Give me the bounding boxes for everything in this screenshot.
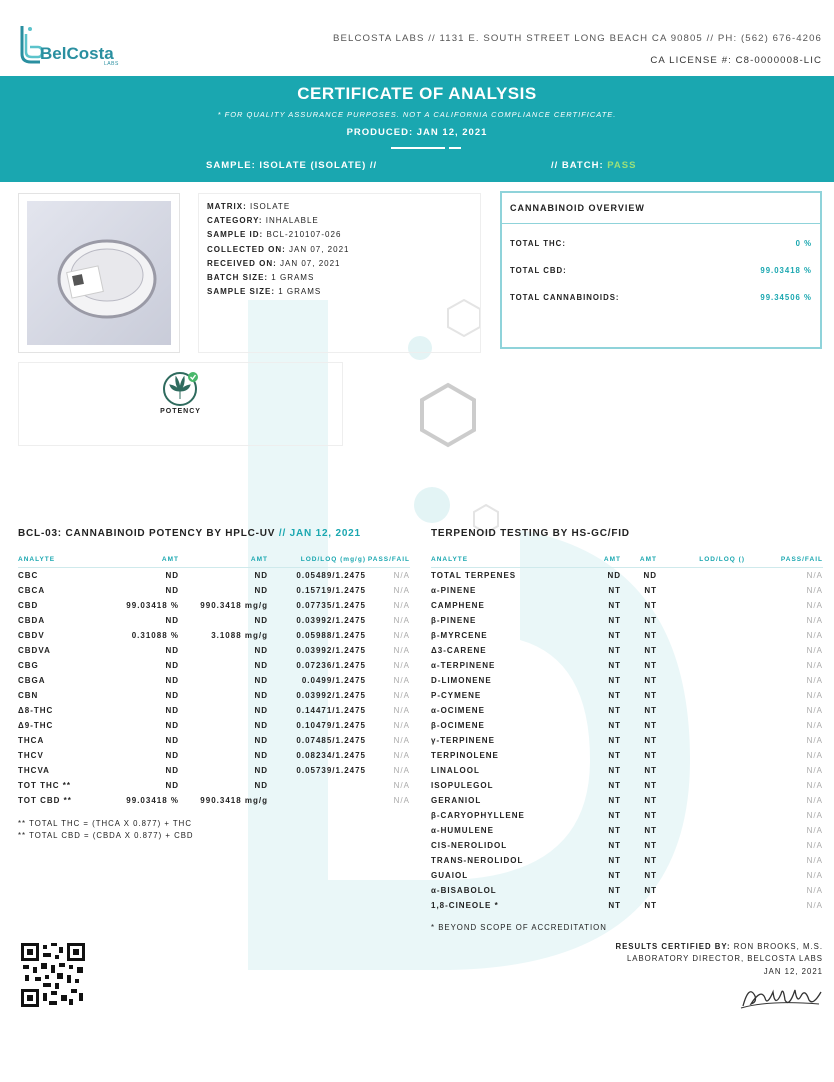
table-cell <box>657 643 745 658</box>
table-row <box>431 763 823 778</box>
table-cell: N/A <box>806 631 823 640</box>
table-cell: ND <box>254 571 268 580</box>
table-row <box>431 898 823 913</box>
table-cell: NT <box>644 811 657 820</box>
table-cell: ND <box>254 646 268 655</box>
table-cell: CBDVA <box>18 646 51 655</box>
table-row <box>431 583 823 598</box>
batch-label: // BATCH: <box>551 160 608 171</box>
table-cell <box>657 718 745 733</box>
table-cell: 990.3418 mg/g <box>200 601 268 610</box>
table-cell: NT <box>608 811 621 820</box>
table-cell: 99.03418 % <box>126 796 179 805</box>
table-cell: N/A <box>806 781 823 790</box>
sample-info-row: CATEGORY: INHALABLE <box>207 216 319 226</box>
table-cell: N/A <box>393 661 410 670</box>
table-cell: α-BISABOLOL <box>431 886 497 895</box>
table-cell: N/A <box>806 706 823 715</box>
table-cell: N/A <box>806 871 823 880</box>
table-cell <box>657 568 745 584</box>
sample-jar-icon <box>27 201 171 345</box>
table-cell: N/A <box>806 676 823 685</box>
table-cell: ND <box>165 646 179 655</box>
table-cell: THCA <box>18 736 45 745</box>
table-cell: N/A <box>393 736 410 745</box>
overview-row: TOTAL THC: 0 % <box>510 239 812 248</box>
table-cell: NT <box>608 706 621 715</box>
page-title: CERTIFICATE OF ANALYSIS <box>297 84 537 103</box>
sample-info-row: MATRIX: ISOLATE <box>207 202 291 211</box>
table-cell: N/A <box>393 601 410 610</box>
license-number: CA LICENSE #: C8-0000008-LIC <box>650 55 822 66</box>
logo-text: BelCosta <box>40 44 114 63</box>
table-cell: 0.07236/1.2475 <box>296 661 366 670</box>
table-cell: NT <box>644 691 657 700</box>
table-cell: N/A <box>393 571 410 580</box>
table-cell: NT <box>644 856 657 865</box>
column-header: PASS/FAIL <box>745 551 823 568</box>
table-cell: N/A <box>393 586 410 595</box>
table-cell: ND <box>254 616 268 625</box>
table-cell: NT <box>608 721 621 730</box>
table-cell: D-LIMONENE <box>431 676 492 685</box>
table-cell: NT <box>608 781 621 790</box>
sample-info-panel <box>198 193 481 353</box>
table-cell <box>657 733 745 748</box>
table-cell: N/A <box>393 721 410 730</box>
table-row <box>431 883 823 898</box>
table-cell: CBGA <box>18 676 46 685</box>
table-cell: γ-TERPINENE <box>431 736 495 745</box>
table-row <box>431 853 823 868</box>
table-cell: α-PINENE <box>431 586 477 595</box>
table-cell: NT <box>644 736 657 745</box>
table-cell <box>657 613 745 628</box>
table-cell: N/A <box>806 841 823 850</box>
table-cell <box>657 838 745 853</box>
table-cell: N/A <box>806 646 823 655</box>
table-cell: NT <box>608 616 621 625</box>
table-cell: NT <box>608 631 621 640</box>
table-row <box>431 718 823 733</box>
sample-info-row: RECEIVED ON: JAN 07, 2021 <box>207 258 341 268</box>
table-cell: NT <box>644 781 657 790</box>
table-cell: NT <box>644 766 657 775</box>
table-cell: ND <box>165 736 179 745</box>
table-cell: NT <box>608 766 621 775</box>
cannabinoid-overview-panel <box>500 191 822 349</box>
table-row <box>18 763 410 778</box>
table-cell: NT <box>644 841 657 850</box>
table-row <box>431 568 823 584</box>
potency-badge-panel <box>18 362 343 446</box>
table-row <box>431 613 823 628</box>
table-cell: ND <box>254 586 268 595</box>
table-cell: Δ8-THC <box>18 706 54 715</box>
table-cell <box>657 598 745 613</box>
sample-info-row: SAMPLE ID: BCL-210107-026 <box>207 230 342 240</box>
qr-code-icon <box>21 943 85 1007</box>
table-cell <box>657 628 745 643</box>
table-cell: NT <box>644 586 657 595</box>
table-cell: 0.0499/1.2475 <box>301 676 366 685</box>
table-cell: N/A <box>806 661 823 670</box>
table-cell: 1,8-CINEOLE * <box>431 901 499 910</box>
table-cell: N/A <box>806 766 823 775</box>
table-cell: NT <box>608 691 621 700</box>
table-row <box>431 703 823 718</box>
table-cell <box>657 763 745 778</box>
table-cell: NT <box>644 676 657 685</box>
table-cell: 0.15719/1.2475 <box>296 586 366 595</box>
table-cell: ND <box>254 781 268 790</box>
terpene-table <box>431 551 823 913</box>
certifier-title: LABORATORY DIRECTOR, BELCOSTA LABS <box>626 954 823 964</box>
table-row <box>431 598 823 613</box>
table-cell: CBDV <box>18 631 45 640</box>
table-cell: N/A <box>806 616 823 625</box>
table-cell <box>657 658 745 673</box>
table-row <box>18 733 410 748</box>
table-cell: ND <box>254 751 268 760</box>
column-header: AMT <box>88 551 179 568</box>
table-row <box>18 658 410 673</box>
column-header: LOD/LOQ () <box>657 551 745 568</box>
overview-title: CANNABINOID OVERVIEW <box>510 203 645 213</box>
table-cell: N/A <box>393 676 410 685</box>
note-line: ** TOTAL CBD = (CBDA X 0.877) + CBD <box>18 831 194 840</box>
sample-photo-frame <box>18 193 180 353</box>
table-cell: 0.08234/1.2475 <box>296 751 366 760</box>
table-cell: NT <box>608 856 621 865</box>
table-cell: NT <box>608 601 621 610</box>
table-row <box>431 628 823 643</box>
table-cell: 0.05739/1.2475 <box>296 766 366 775</box>
table-cell: TOTAL TERPENES <box>431 571 517 580</box>
table-cell <box>657 673 745 688</box>
table-cell: NT <box>644 751 657 760</box>
table-cell: P-CYMENE <box>431 691 482 700</box>
table-cell: 0.31088 % <box>131 631 179 640</box>
table-cell: ND <box>254 706 268 715</box>
table-cell: N/A <box>806 601 823 610</box>
table-cell: N/A <box>393 766 410 775</box>
column-header: AMT <box>581 551 621 568</box>
table-row <box>18 583 410 598</box>
table-cell: N/A <box>806 736 823 745</box>
column-header: ANALYTE <box>431 551 581 568</box>
table-cell: ND <box>165 691 179 700</box>
table-cell: NT <box>608 871 621 880</box>
table-cell: CBCA <box>18 586 46 595</box>
sample-info-row: COLLECTED ON: JAN 07, 2021 <box>207 244 350 254</box>
table-cell: ISOPULEGOL <box>431 781 494 790</box>
certification-date: JAN 12, 2021 <box>763 966 823 976</box>
table-row <box>431 868 823 883</box>
table-cell: NT <box>608 661 621 670</box>
table-cell <box>657 748 745 763</box>
table-cell: ND <box>254 691 268 700</box>
table-cell: 0.03992/1.2475 <box>296 616 366 625</box>
table-cell: 3.1088 mg/g <box>211 631 268 640</box>
table-cell: N/A <box>393 631 410 640</box>
column-header: PASS/FAIL <box>366 551 410 568</box>
table-row <box>431 658 823 673</box>
table-cell: N/A <box>806 901 823 910</box>
overview-row: TOTAL CBD: 99.03418 % <box>510 266 812 275</box>
table-cell: ND <box>254 676 268 685</box>
table-cell: THCV <box>18 751 44 760</box>
table-row <box>431 838 823 853</box>
table-cell <box>268 778 366 793</box>
table-cell: β-MYRCENE <box>431 631 488 640</box>
table-row <box>431 748 823 763</box>
table-row <box>431 778 823 793</box>
table-cell: ND <box>165 661 179 670</box>
table-cell: NT <box>644 871 657 880</box>
terpene-section-title: TERPENOID TESTING BY HS-GC/FID <box>431 528 630 539</box>
table-cell: N/A <box>806 691 823 700</box>
table-row <box>18 688 410 703</box>
table-cell: NT <box>644 661 657 670</box>
table-cell: N/A <box>806 721 823 730</box>
table-cell: NT <box>644 796 657 805</box>
table-row <box>431 793 823 808</box>
table-cell: α-TERPINENE <box>431 661 496 670</box>
table-cell: α-HUMULENE <box>431 826 494 835</box>
table-cell: ND <box>643 571 657 580</box>
table-cell: CAMPHENE <box>431 601 485 610</box>
table-row <box>18 613 410 628</box>
table-cell: 990.3418 mg/g <box>200 796 268 805</box>
table-cell: N/A <box>393 646 410 655</box>
table-row <box>18 718 410 733</box>
sample-info-row: BATCH SIZE: 1 GRAMS <box>207 273 315 283</box>
lab-address: BELCOSTA LABS // 1131 E. SOUTH STREET LONG BEACH CA 90805 // PH: (562) 676-4206 <box>333 33 822 44</box>
table-row <box>431 733 823 748</box>
table-row <box>431 688 823 703</box>
table-cell: N/A <box>393 781 410 790</box>
note-line: ** TOTAL THC = (THCA X 0.877) + THC <box>18 819 192 828</box>
certification-block <box>615 941 823 978</box>
table-cell <box>657 853 745 868</box>
table-cell <box>657 583 745 598</box>
table-cell: NT <box>608 586 621 595</box>
table-cell: β-OCIMENE <box>431 721 485 730</box>
logo-subtext: LABS <box>104 61 119 67</box>
table-row <box>18 703 410 718</box>
table-cell: N/A <box>806 751 823 760</box>
table-cell: N/A <box>806 796 823 805</box>
table-cell <box>657 883 745 898</box>
column-header: LOD/LOQ (mg/g) <box>268 551 366 568</box>
table-cell <box>657 778 745 793</box>
table-cell: Δ9-THC <box>18 721 54 730</box>
sample-info-list <box>207 200 349 299</box>
table-cell: Δ3-CARENE <box>431 646 487 655</box>
table-cell: NT <box>644 901 657 910</box>
table-cell: ND <box>165 586 179 595</box>
table-cell: NT <box>608 886 621 895</box>
table-cell: ND <box>165 706 179 715</box>
table-row <box>431 673 823 688</box>
table-cell: CBG <box>18 661 39 670</box>
table-cell: β-PINENE <box>431 616 477 625</box>
table-cell: N/A <box>393 796 410 805</box>
table-row <box>431 823 823 838</box>
table-cell <box>657 793 745 808</box>
table-row <box>18 643 410 658</box>
certified-by: RESULTS CERTIFIED BY: RON BROOKS, M.S. <box>615 942 823 951</box>
divider <box>502 223 820 224</box>
table-cell: TOT CBD ** <box>18 796 72 805</box>
table-cell <box>657 823 745 838</box>
table-row <box>18 628 410 643</box>
table-cell: 0.07735/1.2475 <box>296 601 366 610</box>
table-cell: β-CARYOPHYLLENE <box>431 811 525 820</box>
table-cell: N/A <box>806 856 823 865</box>
table-cell: ND <box>165 766 179 775</box>
table-row <box>431 808 823 823</box>
table-cell <box>657 898 745 913</box>
table-cell: NT <box>644 721 657 730</box>
table-cell: 0.03992/1.2475 <box>296 691 366 700</box>
signature <box>739 978 825 1014</box>
table-cell: CBD <box>18 601 39 610</box>
potency-label: POTENCY <box>160 408 201 415</box>
column-header: ANALYTE <box>18 551 88 568</box>
table-cell: 0.10479/1.2475 <box>296 721 366 730</box>
table-cell: ND <box>254 736 268 745</box>
table-cell: 0.05489/1.2475 <box>296 571 366 580</box>
table-cell: CBC <box>18 571 39 580</box>
accreditation-note: * BEYOND SCOPE OF ACCREDITATION <box>431 923 607 932</box>
overview-row: TOTAL CANNABINOIDS: 99.34506 % <box>510 293 812 302</box>
table-cell <box>657 688 745 703</box>
table-cell <box>268 793 366 808</box>
table-cell: N/A <box>806 826 823 835</box>
banner-disclaimer: * FOR QUALITY ASSURANCE PURPOSES. NOT A CALIFORNIA COMPLIANCE CERTIFICATE. <box>217 110 617 119</box>
divider <box>391 147 445 149</box>
qr-code[interactable] <box>21 943 85 1007</box>
table-cell: N/A <box>806 886 823 895</box>
table-cell: TERPINOLENE <box>431 751 499 760</box>
table-cell: ND <box>165 676 179 685</box>
table-row <box>18 748 410 763</box>
table-row <box>18 778 410 793</box>
table-row <box>18 673 410 688</box>
table-cell: ND <box>254 766 268 775</box>
table-cell: NT <box>644 826 657 835</box>
sample-name: SAMPLE: ISOLATE (ISOLATE) // <box>206 160 378 171</box>
table-cell: NT <box>608 676 621 685</box>
table-cell: LINALOOL <box>431 766 480 775</box>
table-cell: ND <box>165 721 179 730</box>
batch-pass-badge: PASS <box>607 160 637 171</box>
potency-section-title: BCL-03: CANNABINOID POTENCY BY HPLC-UV // JAN 12, 2021 <box>18 528 361 539</box>
produced-date: PRODUCED: JAN 12, 2021 <box>346 127 488 138</box>
table-cell: ND <box>165 571 179 580</box>
table-cell: 0.14471/1.2475 <box>296 706 366 715</box>
table-cell: 0.03992/1.2475 <box>296 646 366 655</box>
table-cell: NT <box>608 736 621 745</box>
table-cell <box>657 703 745 718</box>
table-cell: 99.03418 % <box>126 601 179 610</box>
cannabis-leaf-icon <box>162 371 202 407</box>
table-cell: NT <box>644 646 657 655</box>
table-cell: N/A <box>393 691 410 700</box>
table-cell: CIS-NEROLIDOL <box>431 841 508 850</box>
table-cell: α-OCIMENE <box>431 706 485 715</box>
table-cell: ND <box>254 721 268 730</box>
table-cell: N/A <box>393 616 410 625</box>
table-cell: TRANS-NEROLIDOL <box>431 856 524 865</box>
column-header: AMT <box>621 551 657 568</box>
table-cell: N/A <box>393 751 410 760</box>
table-cell: NT <box>608 751 621 760</box>
table-cell: NT <box>608 796 621 805</box>
header <box>0 0 834 80</box>
table-row <box>18 598 410 613</box>
table-cell: ND <box>607 571 621 580</box>
table-cell: CBN <box>18 691 39 700</box>
table-cell: ND <box>165 616 179 625</box>
coa-banner <box>0 76 834 182</box>
table-cell <box>657 868 745 883</box>
table-cell: 0.07485/1.2475 <box>296 736 366 745</box>
table-cell: GUAIOL <box>431 871 469 880</box>
table-cell: N/A <box>806 811 823 820</box>
potency-notes <box>18 818 194 842</box>
table-cell: ND <box>254 661 268 670</box>
table-cell: NT <box>608 841 621 850</box>
sample-info-row: SAMPLE SIZE: 1 GRAMS <box>207 287 322 297</box>
table-header-row <box>431 551 823 568</box>
divider <box>449 147 461 149</box>
table-cell: 0.05988/1.2475 <box>296 631 366 640</box>
table-cell <box>657 808 745 823</box>
potency-table <box>18 551 410 808</box>
column-header: AMT <box>179 551 268 568</box>
table-cell: N/A <box>393 706 410 715</box>
table-cell: GERANIOL <box>431 796 482 805</box>
table-cell: CBDA <box>18 616 46 625</box>
table-cell: ND <box>165 781 179 790</box>
table-cell: THCVA <box>18 766 50 775</box>
table-cell: NT <box>644 886 657 895</box>
table-row <box>431 643 823 658</box>
table-cell: NT <box>644 631 657 640</box>
sample-photo <box>27 201 171 345</box>
table-cell: N/A <box>806 586 823 595</box>
table-cell: NT <box>608 901 621 910</box>
table-cell: NT <box>608 826 621 835</box>
table-cell: N/A <box>806 571 823 580</box>
table-row <box>18 568 410 584</box>
table-cell: ND <box>165 751 179 760</box>
table-cell: NT <box>644 601 657 610</box>
batch-status <box>551 160 636 171</box>
table-cell: NT <box>644 706 657 715</box>
table-cell: NT <box>644 616 657 625</box>
table-cell: NT <box>608 646 621 655</box>
table-row <box>18 793 410 808</box>
table-header-row <box>18 551 410 568</box>
table-cell: TOT THC ** <box>18 781 71 790</box>
